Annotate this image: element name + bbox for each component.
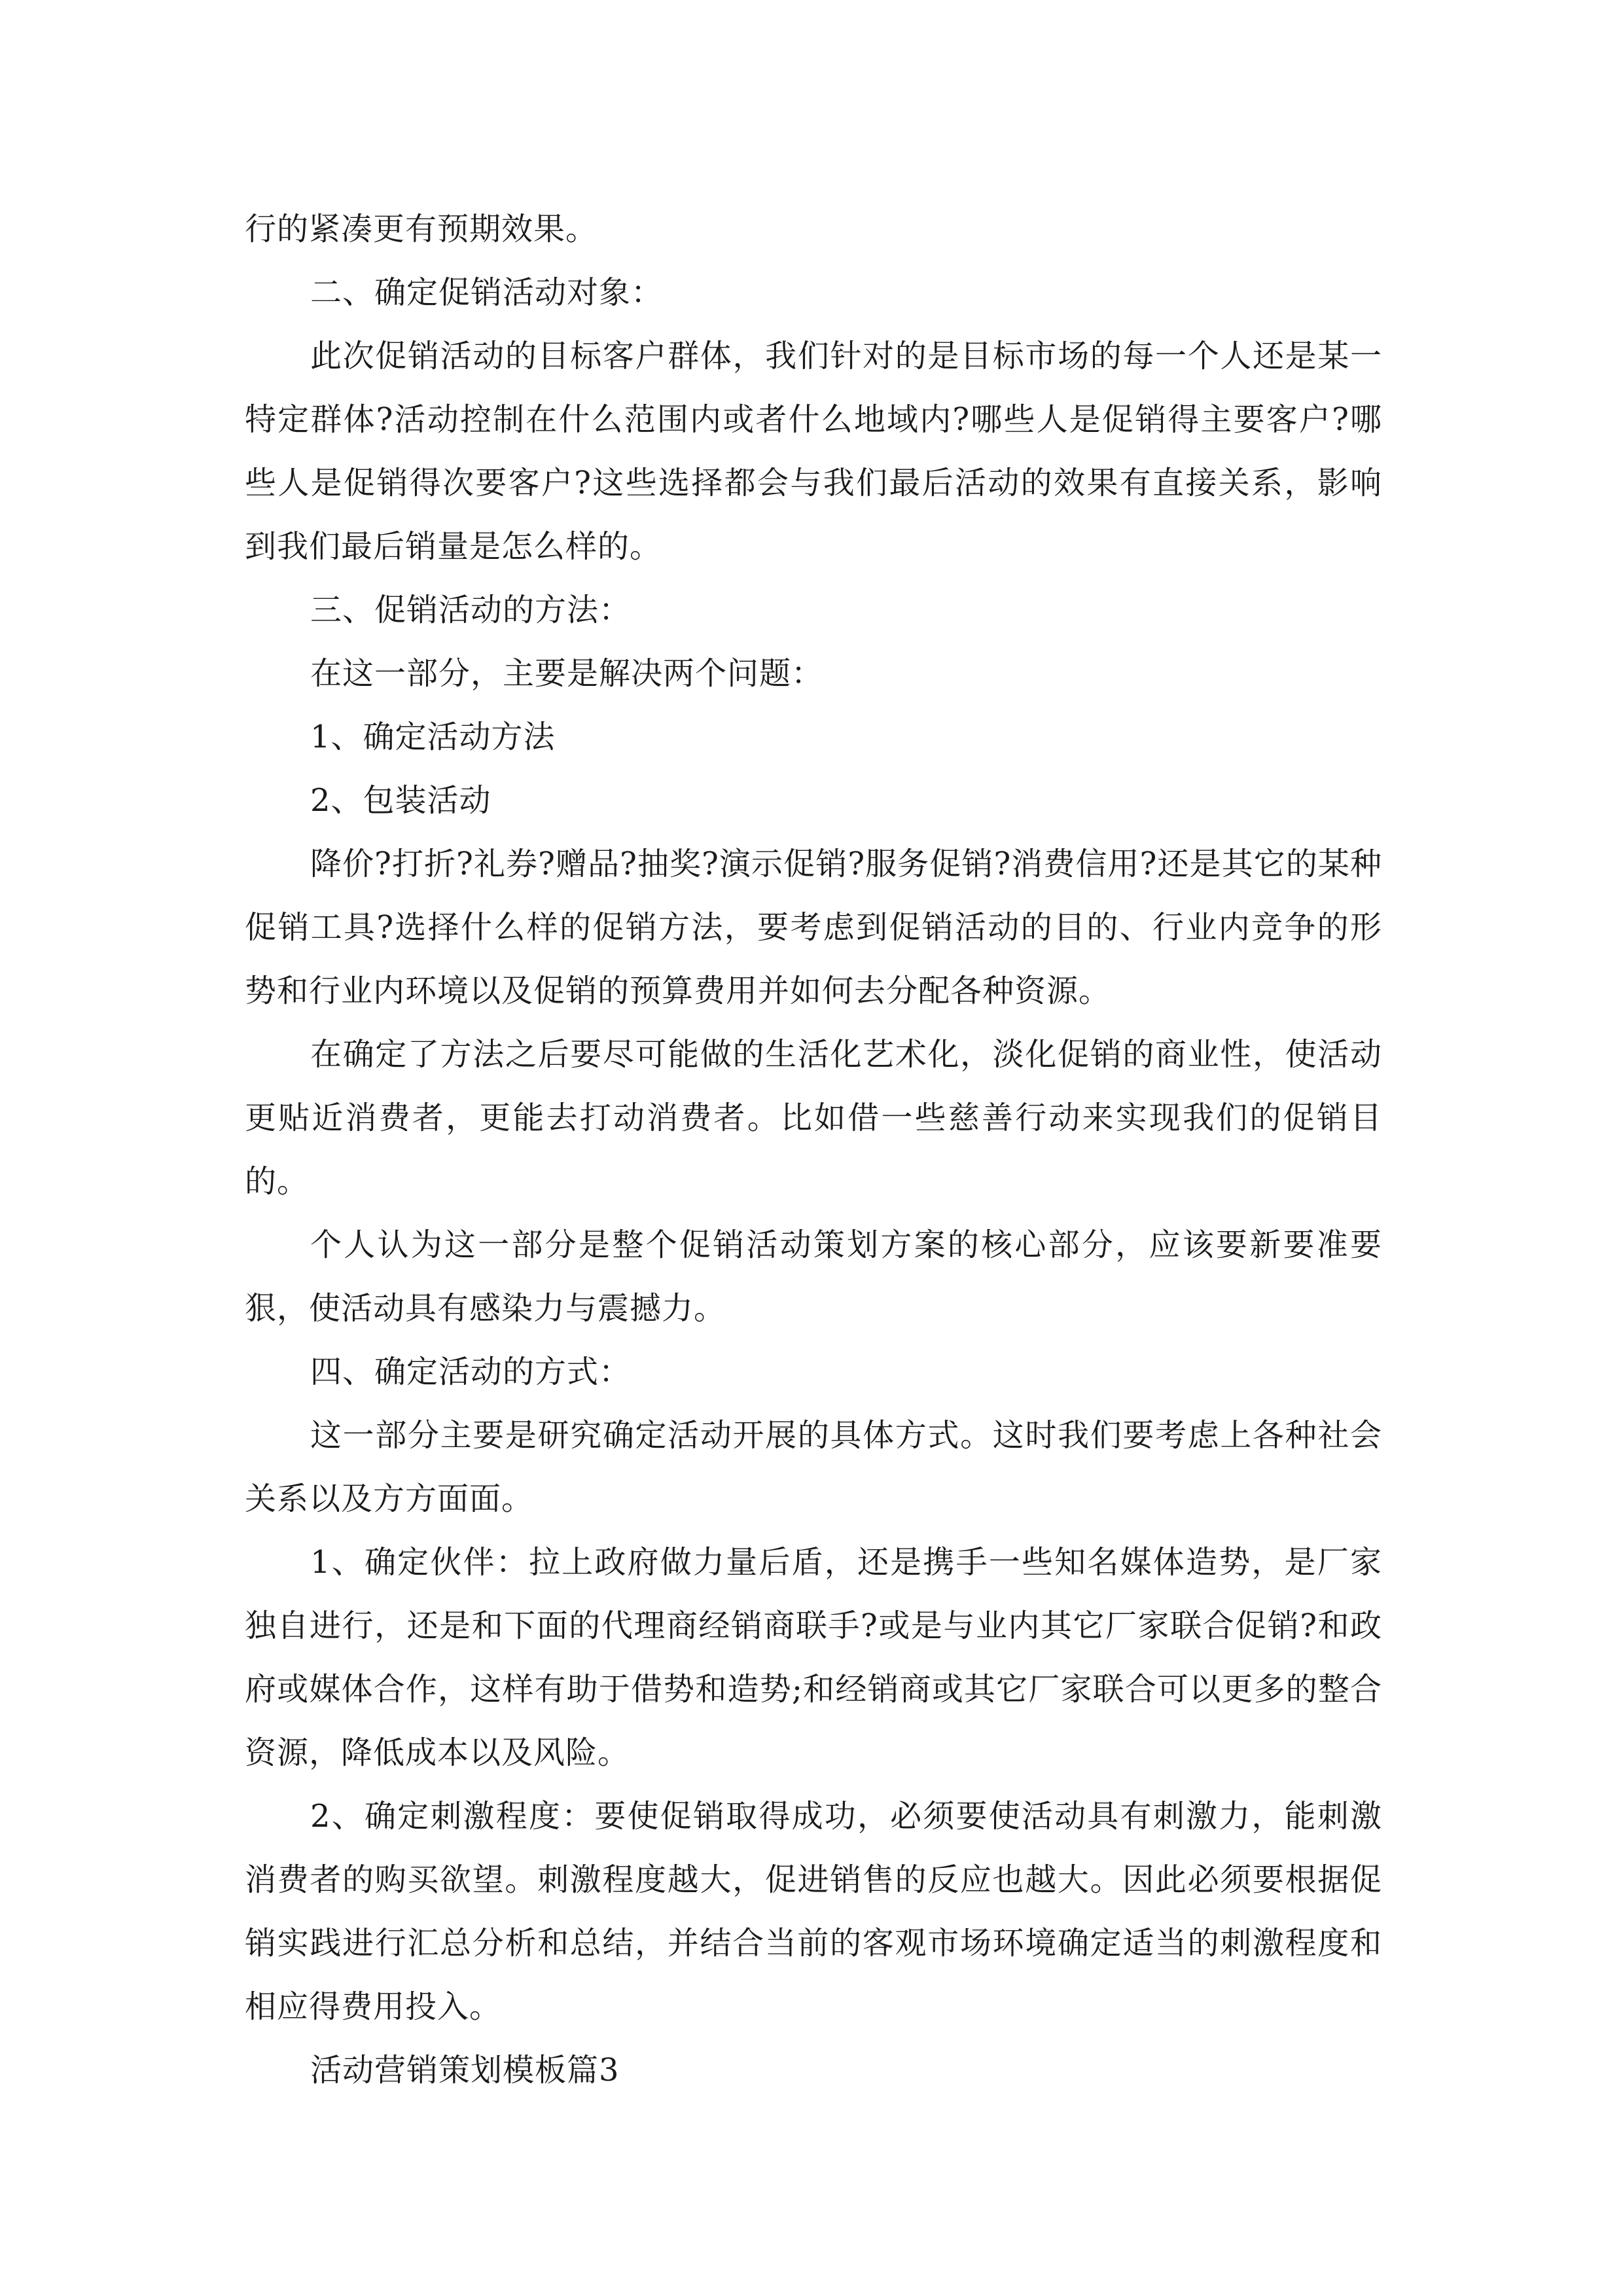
list-item-packaging: 2、包装活动 (310, 782, 491, 819)
paragraph-activity-form: 这一部分主要是研究确定活动开展的具体方式。这时我们要考虑上各种社会关系以及方方面面。 (245, 1417, 1382, 1517)
paragraph-core-part: 个人认为这一部分是整个促销活动策划方案的核心部分，应该要新要准要狠，使活动具有感染力与震撼力。 (245, 1227, 1382, 1327)
paragraph-lifestyle-art: 在确定了方法之后要尽可能做的生活化艺术化，淡化促销的商业性，使活动更贴近消费者，更能去打动消费者。比如借一些慈善行动来实现我们的促销目的。 (245, 1036, 1382, 1200)
heading-template-3: 活动营销策划模板篇3 (310, 2052, 620, 2089)
document-body (245, 198, 1382, 2102)
paragraph-continuation: 行的紧凑更有预期效果。 (245, 211, 598, 247)
list-item-method: 1、确定活动方法 (310, 719, 556, 755)
paragraph-partners: 1、确定伙伴：拉上政府做力量后盾，还是携手一些知名媒体造势，是厂家独自进行，还是和下面的代理商经销商联手?或是与业内其它厂家联合促销?和政府或媒体合作，这样有助于借势和造势;和经销商或其它厂家联合可以更多的整合资源，降低成本以及风险。 (245, 1544, 1382, 1771)
heading-section-2: 二、确定促销活动对象： (310, 274, 664, 311)
paragraph-target-customers: 此次促销活动的目标客户群体，我们针对的是目标市场的每一个人还是某一特定群体?活动控制在什么范围内或者什么地域内?哪些人是促销得主要客户?哪些人是促销得次要客户?这些选择都会与我们最后活动的效果有直接关系，影响到我们最后销量是怎么样的。 (245, 338, 1382, 565)
paragraph-promotion-tools: 降价?打折?礼券?赠品?抽奖?演示促销?服务促销?消费信用?还是其它的某种促销工具?选择什么样的促销方法，要考虑到促销活动的目的、行业内竞争的形势和行业内环境以及促销的预算费用并如何去分配各种资源。 (245, 846, 1382, 1009)
paragraph-two-problems: 在这一部分，主要是解决两个问题： (310, 655, 824, 692)
heading-section-4: 四、确定活动的方式： (310, 1354, 632, 1390)
heading-section-3: 三、促销活动的方法： (310, 592, 632, 628)
paragraph-stimulus-level: 2、确定刺激程度：要使促销取得成功，必须要使活动具有刺激力，能刺激消费者的购买欲望。刺激程度越大，促进销售的反应也越大。因此必须要根据促销实践进行汇总分析和总结，并结合当前的客观市场环境确定适当的刺激程度和相应得费用投入。 (245, 1798, 1382, 2025)
